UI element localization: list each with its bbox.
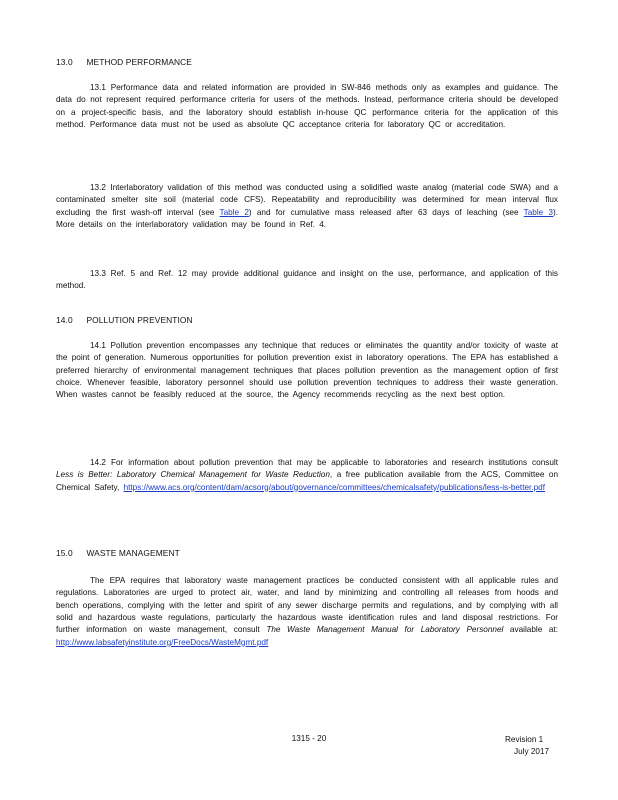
table-3-link[interactable]: Table 3 [523,207,553,217]
revision-date: July 2017 [514,747,550,756]
waste-manual-title: The Waste Management Manual for Laboratory Personnel [266,625,504,635]
paragraph-14-2-text-b: , a free publication available from the ACS, Committee on Chemical Safety, [56,470,558,492]
paragraph-13-1-text: 13.1 Performance data and related information are provided in SW-846 methods only as examples and guidance. The data do not represent required performance criteria for users of the methods. Instead, performance criteria should be developed on a project-specific basis, and the laboratory should establish in-house QC performance criteria for the application of this method. Performance data must not be used as absolute QC acceptance criteria for laboratory QC or accreditation. [56,83,558,130]
paragraph-15-1-text-b: available at: [503,625,558,635]
section-13-title: METHOD PERFORMANCE [86,57,192,67]
section-14-title: POLLUTION PREVENTION [86,315,193,325]
paragraph-13-2-text-a: 13.2 Interlaboratory validation of this method was conducted using a solidified waste analog (material code SWA) and a contaminated smelter site soil (material code CFS). Repeatability and reproducibility was determined for mean interval flux excluding the first wash-off interval (see [56,183,558,217]
paragraph-13-2-text-c: ). More details on the interlaboratory validation may be found in Ref. 4. [56,207,558,230]
section-13-heading [56,57,192,67]
paragraph-13-1 [56,82,558,131]
section-15-heading [56,548,180,558]
section-15-number: 15.0 [56,548,73,558]
acs-publication-link[interactable]: https://www.acs.org/content/dam/acsorg/about/governance/committees/chemicalsafety/publications/less-is-better.pdf [123,482,545,492]
paragraph-14-2-text-a: 14.2 For information about pollution prevention that may be applicable to laboratories and research institutions consult [90,458,558,467]
section-14-number: 14.0 [56,315,73,325]
revision-block [505,734,549,758]
paragraph-14-2 [56,457,558,494]
waste-manual-link[interactable]: http://www.labsafetyinstitute.org/FreeDocs/WasteMgmt.pdf [56,637,269,647]
paragraph-15-1 [56,575,558,649]
section-13-number: 13.0 [56,57,73,67]
paragraph-13-2-text-b: ) and for cumulative mass released after 63 days of leaching (see [248,207,524,217]
paragraph-15-1-text-a: The EPA requires that laboratory waste management practices be conducted consistent with all applicable rules and regulations. Laboratories are urged to protect air, water, and land by minimizing and controlling all releases from hoods and bench operations, complying with the letter and spirit of any sewer discharge permits and regulations, and by complying with all solid and hazardous waste regulations, particularly the hazardous waste identification rules and land disposal restrictions. For further information on waste management, consult [56,576,558,635]
revision-label: Revision 1 [505,735,544,744]
table-2-link[interactable]: Table 2 [219,207,249,217]
section-14-heading [56,315,193,325]
paragraph-14-1 [56,340,558,402]
paragraph-14-1-text: 14.1 Pollution prevention encompasses any technique that reduces or eliminates the quantity and/or toxicity of waste at the point of generation. Numerous opportunities for pollution prevention exist in laboratory operations. The EPA has established a preferred hierarchy of environmental management techniques that places pollution prevention as the management option of first choice. Whenever feasible, laboratory personnel should use pollution prevention techniques to address their waste generation. When wastes cannot be feasibly reduced at the source, the Agency recommends recycling as the next best option. [56,341,558,400]
paragraph-13-3-text: 13.3 Ref. 5 and Ref. 12 may provide additional guidance and insight on the use, performance, and application of this method. [56,269,558,291]
page-number: 1315 - 20 [291,734,327,743]
paragraph-13-3 [56,268,558,293]
paragraph-13-2 [56,182,558,231]
less-is-better-title: Less is Better: Laboratory Chemical Management for Waste Reduction [56,470,330,480]
section-15-title: WASTE MANAGEMENT [86,548,180,558]
